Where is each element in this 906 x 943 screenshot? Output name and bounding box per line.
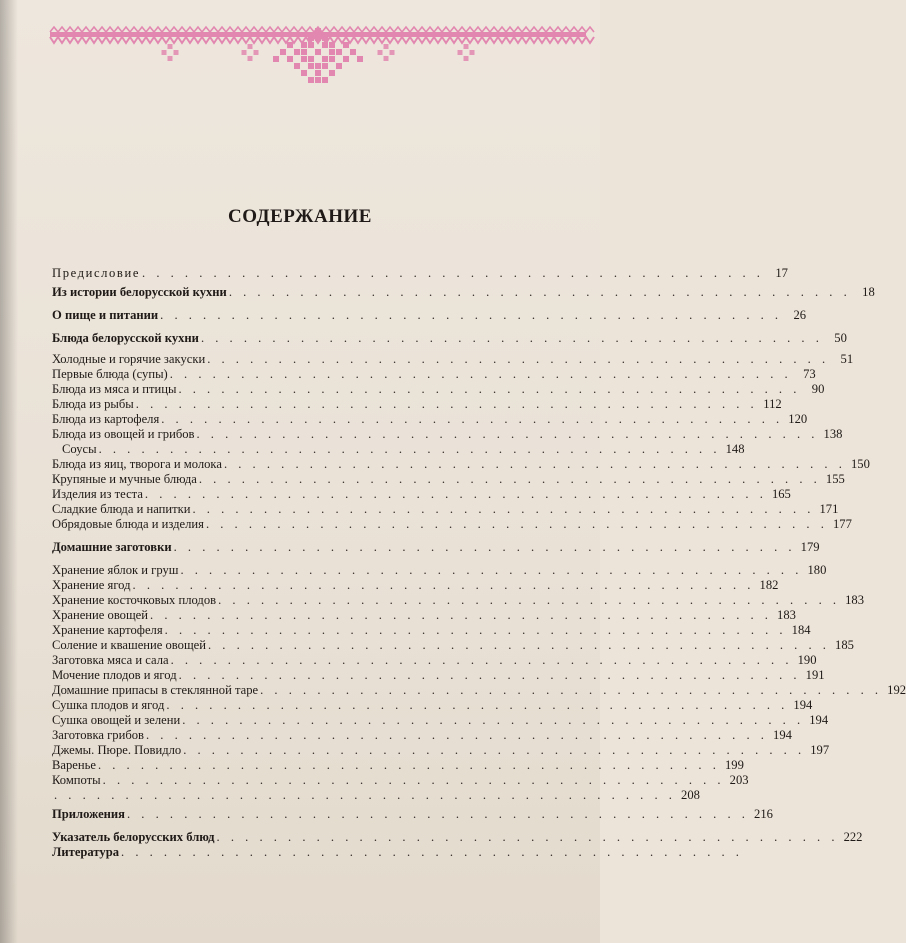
dot-leader: . . . . . . . . . . . . . . . . . . . . . . . . . . . . . . . . . . . . . . . . . . . . [102,773,725,787]
dot-leader: . . . . . . . . . . . . . . . . . . . . . . . . . . . . . . . . . . . . . . . . . . . . [161,412,784,426]
toc-entry-page: 179 [800,540,820,554]
toc-entry [52,638,854,653]
toc-entry-page: 150 [850,457,870,471]
toc-entry-title: Обрядовые блюда и изделия [52,517,204,531]
dot-leader: . . . . . . . . . . . . . . . . . . . . . . . . . . . . . . . . . . . . . . . . . . . . [150,608,772,622]
toc-entry-title: Изделия из теста [52,487,143,501]
toc-entry [52,331,847,346]
toc-entry [52,807,773,822]
toc-entry-page: 184 [791,623,811,637]
dot-leader: . . . . . . . . . . . . . . . . . . . . . . . . . . . . . . . . . . . . . . . . . . . . [205,517,828,531]
toc-entry [52,285,875,300]
toc-entry-title: Домашние припасы в стеклянной таре [52,683,259,697]
toc-entry-title: Джемы. Пюре. Повидло [52,743,182,757]
dot-leader: . . . . . . . . . . . . . . . . . . . . . . . . . . . . . . . . . . . . . . . . . . . . [218,593,841,607]
toc-entry-title: Первые блюда (супы) [52,367,168,381]
toc-entry-page: 18 [862,285,875,299]
toc-entry-page: 177 [832,517,852,531]
toc-entry [52,563,827,578]
toc-entry [52,540,820,555]
dot-leader: . . . . . . . . . . . . . . . . . . . . . . . . . . . . . . . . . . . . . . . . . . . . [166,698,789,712]
toc-entry-title: Блюда из овощей и грибов [52,427,195,441]
toc-entry [52,683,906,698]
toc-entry-page: 203 [729,773,749,787]
toc-entry [52,623,811,638]
toc-entry-title: Литература [52,845,120,859]
toc-entry [52,517,852,532]
toc-entry-title: Приложения [52,807,125,821]
table-of-contents [52,266,906,860]
toc-entry [52,743,830,758]
toc-entry-title: Варенье [52,758,96,772]
toc-entry-title: Компоты [52,773,101,787]
dot-leader: . . . . . . . . . . . . . . . . . . . . . . . . . . . . . . . . . . . . . . . . . . . . [164,623,787,637]
toc-entry-title: Сушка овощей и зелени [52,713,181,727]
toc-entry-title: Хранение яблок и груш [52,563,179,577]
toc-entry [52,698,813,713]
toc-entry [52,487,791,502]
toc-entry [52,427,843,442]
dot-leader: . . . . . . . . . . . . . . . . . . . . . . . . . . . . . . . . . . . . . . . . . . . . [207,352,830,366]
toc-entry [52,502,839,517]
toc-entry-page: 216 [754,807,773,821]
dot-leader: . . . . . . . . . . . . . . . . . . . . . . . . . . . . . . . . . . . . . . . . . . . . [260,683,883,697]
toc-entry [52,308,807,323]
toc-entry-title: Домашние заготовки [52,540,172,554]
toc-entry [52,713,829,728]
dot-leader: . . . . . . . . . . . . . . . . . . . . . . . . . . . . . . . . . . . . . . . . . . . . [127,807,749,821]
toc-entry [52,382,825,397]
dot-leader: . . . . . . . . . . . . . . . . . . . . . . . . . . . . . . . . . . . . . . . . . . . . [145,728,768,742]
toc-entry [52,845,743,860]
dot-leader: . . . . . . . . . . . . . . . . . . . . . . . . . . . . . . . . . . . . . . . . . . . . [97,758,720,772]
dot-leader: . . . . . . . . . . . . . . . . . . . . . . . . . . . . . . . . . . . . . . . . . . . . [144,487,767,501]
toc-entry-page: 185 [835,638,854,652]
toc-entry [52,728,792,743]
toc-entry [52,653,817,668]
toc-entry-page: 182 [759,578,779,592]
toc-entry-page: 138 [823,427,843,441]
toc-entry-page: 183 [777,608,796,622]
toc-entry-page: 199 [724,758,744,772]
toc-entry-title: Блюда из картофеля [52,412,160,426]
toc-entry-page: 191 [805,668,825,682]
ornament-border-icon [50,10,586,96]
dot-leader: . . . . . . . . . . . . . . . . . . . . . . . . . . . . . . . . . . . . . . . . . . . . [182,713,805,727]
dot-leader: . . . . . . . . . . . . . . . . . . . . . . . . . . . . . . . . . . . . . . . . . . . . [192,502,815,516]
toc-entry-page: 194 [809,713,829,727]
dot-leader: . . . . . . . . . . . . . . . . . . . . . . . . . . . . . . . . . . . . . . . . . . . . [216,830,839,844]
toc-entry-title: Хранение овощей [52,608,149,622]
toc-entry-title: Заготовка мяса и сала [52,653,169,667]
toc-entry [52,608,796,623]
toc-entry-title: Заготовка грибов [52,728,144,742]
dot-leader: . . . . . . . . . . . . . . . . . . . . . . . . . . . . . . . . . . . . . . . . . . . . [198,472,821,486]
toc-entry-page: 155 [825,472,845,486]
page-title: СОДЕРЖАНИЕ [228,206,372,227]
toc-entry-title: Указатель белорусских блюд [52,830,215,844]
dot-leader: . . . . . . . . . . . . . . . . . . . . . . . . . . . . . . . . . . . . . . . . . . . . [160,308,783,322]
toc-entry [52,668,825,683]
dot-leader: . . . . . . . . . . . . . . . . . . . . . . . . . . . . . . . . . . . . . . . . . . . . [178,668,801,682]
toc-entry [52,397,782,412]
dot-leader: . . . . . . . . . . . . . . . . . . . . . . . . . . . . . . . . . . . . . . . . . . . . [173,540,796,554]
dot-leader: . . . . . . . . . . . . . . . . . . . . . . . . . . . . . . . . . . . . . . . . . . . . [178,382,801,396]
toc-entry [52,266,788,281]
dot-leader: . . . . . . . . . . . . . . . . . . . . . . . . . . . . . . . . . . . . . . . . . . . . [54,788,676,802]
toc-entry-title: Холодные и горячие закуски [52,352,206,366]
dot-leader: . . . . . . . . . . . . . . . . . . . . . . . . . . . . . . . . . . . . . . . . . . . . [169,367,792,381]
toc-entry-page: 190 [797,653,817,667]
toc-entry-page: 192 [887,683,906,697]
toc-entry [52,830,863,845]
toc-entry-page: 194 [793,698,813,712]
toc-entry-page: 208 [681,788,700,802]
toc-entry-page: 165 [771,487,791,501]
dot-leader: . . . . . . . . . . . . . . . . . . . . . . . . . . . . . . . . . . . . . . . . . . . . [142,266,764,280]
toc-entry-title: Сушка плодов и ягод [52,698,165,712]
dot-leader: . . . . . . . . . . . . . . . . . . . . . . . . . . . . . . . . . . . . . . . . . . . . [98,442,721,456]
toc-entry [52,442,745,457]
dot-leader: . . . . . . . . . . . . . . . . . . . . . . . . . . . . . . . . . . . . . . . . . . . . [223,457,846,471]
toc-entry-title: Блюда из мяса и птицы [52,382,177,396]
toc-entry-title: Предисловие [52,266,141,280]
toc-entry-title: Хранение ягод [52,578,131,592]
toc-entry [52,578,779,593]
toc-entry-title: Крупяные и мучные блюда [52,472,197,486]
toc-entry-title: Из истории белорусской кухни [52,285,227,299]
toc-entry-page: 50 [834,331,847,345]
toc-entry-title: Соление и квашение овощей [52,638,206,652]
dot-leader: . . . . . . . . . . . . . . . . . . . . . . . . . . . . . . . . . . . . . . . . . . . . [183,743,806,757]
toc-entry-title: Соусы [62,442,97,456]
toc-entry-page: 90 [811,382,825,396]
toc-entry-page: 17 [775,266,788,280]
toc-entry-page: 180 [807,563,827,577]
toc-entry [52,457,870,472]
dot-leader: . . . . . . . . . . . . . . . . . . . . . . . . . . . . . . . . . . . . . . . . . . . . [228,285,851,299]
dot-leader: . . . . . . . . . . . . . . . . . . . . . . . . . . . . . . . . . . . . . . . . . . . . [180,563,803,577]
toc-entry-title: Блюда белорусской кухни [52,331,199,345]
dot-leader: . . . . . . . . . . . . . . . . . . . . . . . . . . . . . . . . . . . . . . . . . . . . [200,331,823,345]
toc-entry-title: Сладкие блюда и напитки [52,502,191,516]
toc-entry [52,472,845,487]
toc-entry [52,367,816,382]
toc-entry [52,412,808,427]
toc-entry-page: 51 [840,352,854,366]
dot-leader: . . . . . . . . . . . . . . . . . . . . . . . . . . . . . . . . . . . . . . . . . . . . [207,638,830,652]
toc-entry [52,352,854,367]
toc-entry-title: Хранение картофеля [52,623,163,637]
toc-entry-page: 222 [843,830,863,844]
toc-entry-title: Блюда из рыбы [52,397,134,411]
toc-entry [52,773,749,788]
toc-entry [52,788,700,803]
dot-leader: . . . . . . . . . . . . . . . . . . . . . . . . . . . . . . . . . . . . . . . . . . . . [135,397,758,411]
toc-entry-page: 73 [803,367,816,381]
dot-leader: . . . . . . . . . . . . . . . . . . . . . . . . . . . . . . . . . . . . . . . . . . . . [196,427,819,441]
toc-entry-page: 194 [773,728,792,742]
toc-entry-page: 148 [725,442,745,456]
dot-leader: . . . . . . . . . . . . . . . . . . . . . . . . . . . . . . . . . . . . . . . . . . . . [170,653,793,667]
toc-entry [52,758,744,773]
toc-entry-page: 171 [819,502,839,516]
toc-entry-title: Хранение косточковых плодов [52,593,217,607]
toc-entry-title: О пище и питании [52,308,159,322]
toc-entry-title: Мочение плодов и ягод [52,668,177,682]
toc-entry-page: 112 [763,397,782,411]
toc-entry-title: Блюда из яиц, творога и молока [52,457,222,471]
dot-leader: . . . . . . . . . . . . . . . . . . . . . . . . . . . . . . . . . . . . . . . . . . . . [132,578,755,592]
toc-entry [52,593,865,608]
toc-entry-page: 26 [793,308,807,322]
spine-shadow [0,0,18,943]
toc-entry-page: 183 [845,593,865,607]
dot-leader: . . . . . . . . . . . . . . . . . . . . . . . . . . . . . . . . . . . . . . . . . . . . [121,845,743,859]
toc-entry-page: 197 [810,743,830,757]
toc-entry-page: 120 [788,412,808,426]
